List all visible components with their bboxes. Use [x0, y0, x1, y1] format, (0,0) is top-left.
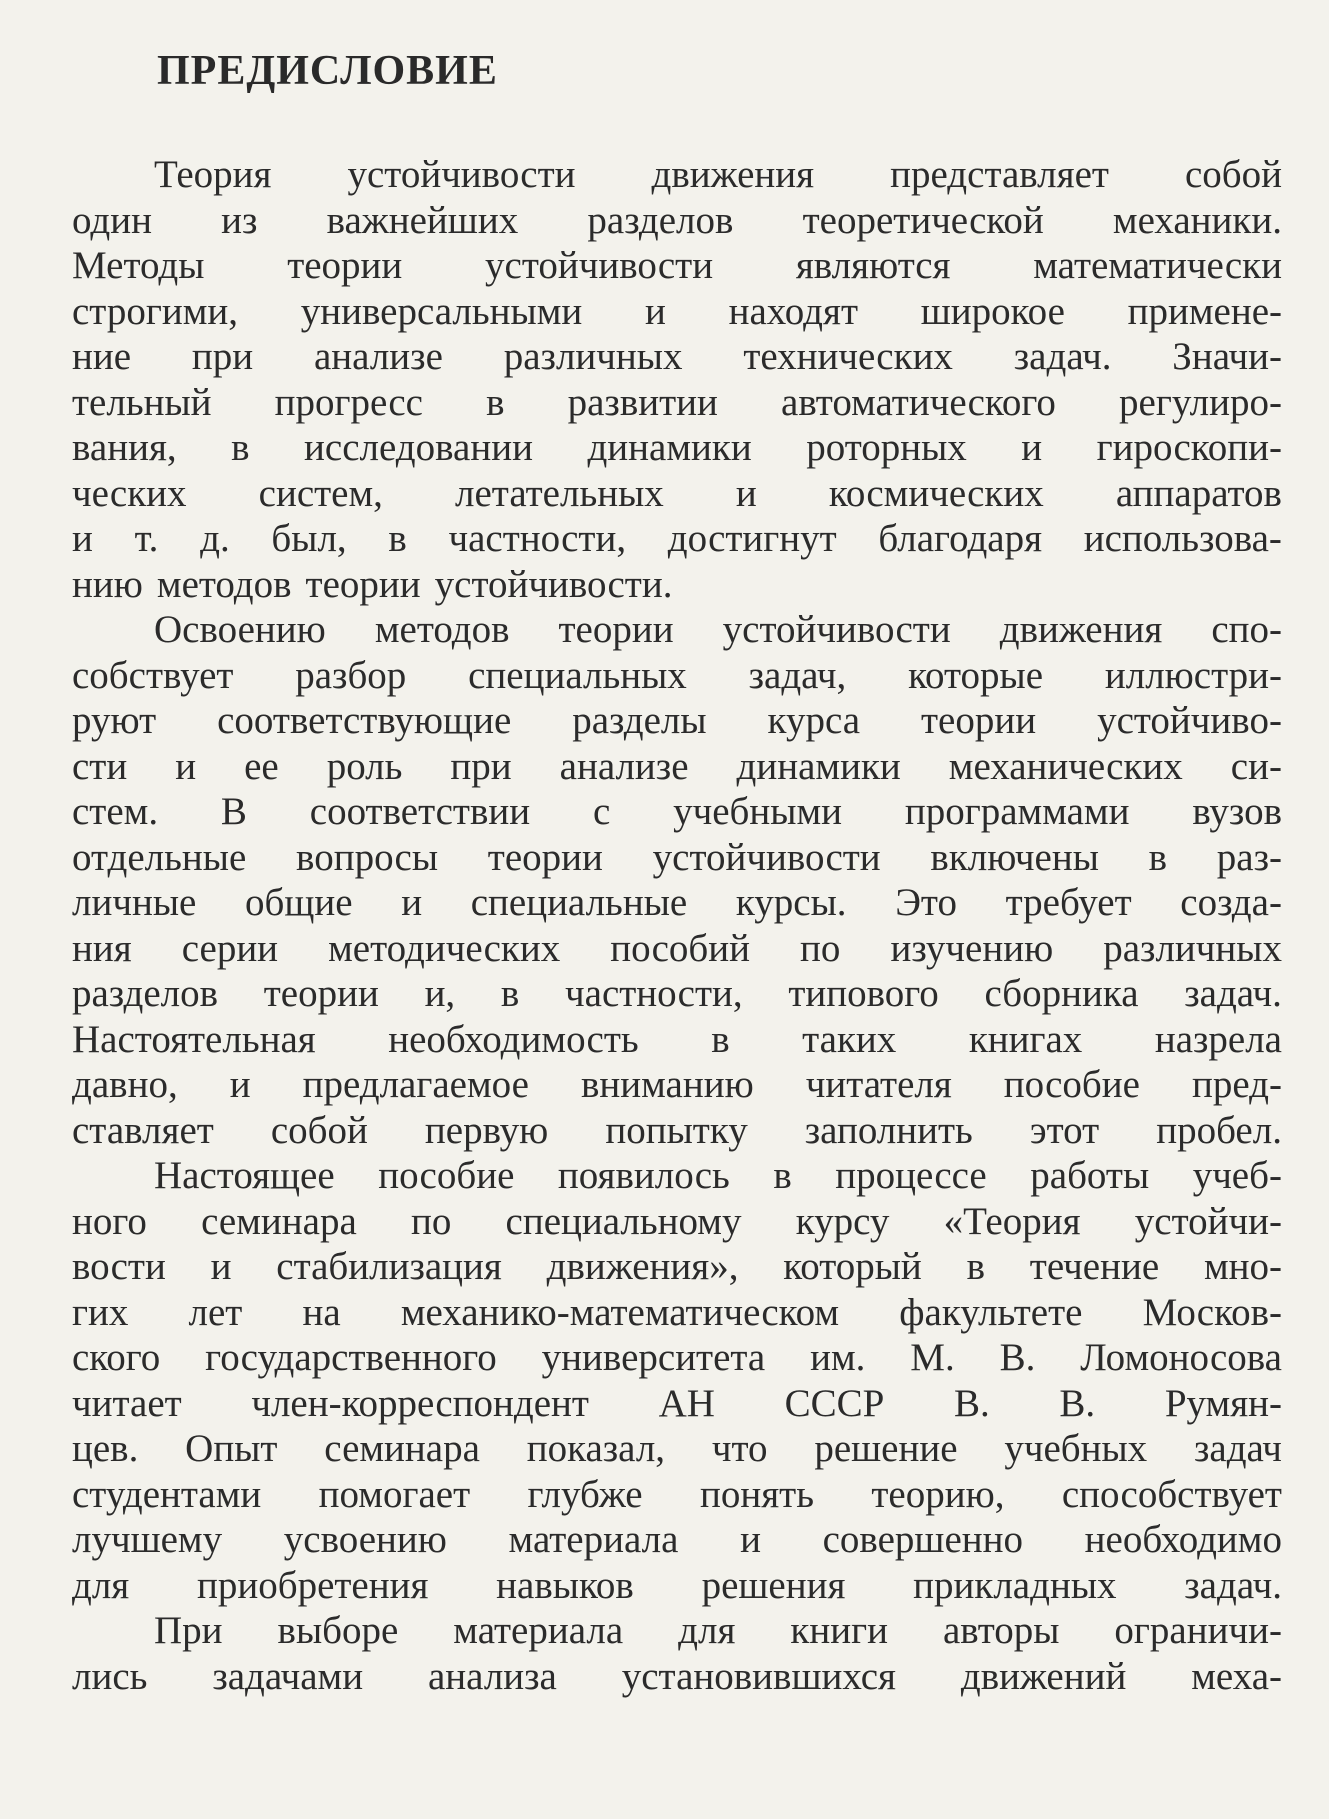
text-line: лучшему усвоению материала и совершенно необходимо [72, 1518, 1282, 1561]
text-line: для приобретения навыков решения прикладных задач. [72, 1563, 1282, 1607]
text-line: и т. д. был, в частности, достигнут благодаря использова- [72, 517, 1282, 560]
page-heading: ПРЕДИСЛОВИЕ [157, 48, 498, 94]
text-line: лись задачами анализа установившихся движений меха- [72, 1654, 1282, 1698]
text-line: цев. Опыт семинара показал, что решение учебных задач [72, 1427, 1282, 1470]
text-line: Освоению методов теории устойчивости движения спо- [154, 608, 1282, 651]
text-line: личные общие и специальные курсы. Это требует созда- [72, 881, 1282, 924]
text-line: вания, в исследовании динамики роторных и гироскопи- [72, 426, 1282, 469]
text-line: отдельные вопросы теории устойчивости включены в раз- [72, 835, 1282, 879]
text-line: вости и стабилизация движения», который в течение мно- [72, 1245, 1282, 1288]
text-line: руют соответствующие разделы курса теории устойчиво- [72, 699, 1282, 742]
text-line: При выборе материала для книги авторы ограничи- [154, 1609, 1282, 1652]
text-line: разделов теории и, в частности, типового сборника задач. [72, 972, 1282, 1015]
text-line: собствует разбор специальных задач, которые иллюстри- [72, 653, 1282, 697]
text-line: Настоятельная необходимость в таких книгах назрела [72, 1017, 1282, 1061]
text-line: строгими, универсальными и находят широкое примене- [72, 289, 1282, 333]
text-line: тельный прогресс в развитии автоматического регулиро- [72, 380, 1282, 424]
text-line: сти и ее роль при анализе динамики механических си- [72, 744, 1282, 788]
preface-text [72, 152, 1282, 1699]
text-line: Теория устойчивости движения представляет собой [154, 153, 1282, 196]
text-line: ние при анализе различных технических задач. Значи- [72, 335, 1282, 378]
text-line: студентами помогает глубже понять теорию, способствует [72, 1472, 1282, 1516]
text-line: ческих систем, летательных и космических аппаратов [72, 471, 1282, 515]
text-line: ния серии методических пособий по изучению различных [72, 926, 1282, 970]
text-line: стем. В соответствии с учебными программами вузов [72, 790, 1282, 833]
text-line: один из важнейших разделов теоретической механики. [72, 198, 1282, 242]
text-line: Настоящее пособие появилось в процессе работы учеб- [154, 1154, 1282, 1197]
text-line: гих лет на механико-математическом факультете Москов- [72, 1290, 1282, 1334]
text-line: ского государственного университета им. М. В. Ломоносова [72, 1336, 1282, 1379]
text-line: давно, и предлагаемое вниманию читателя пособие пред- [72, 1063, 1282, 1106]
text-line: ного семинара по специальному курсу «Теория устойчи- [72, 1199, 1282, 1243]
text-line: Методы теории устойчивости являются математически [72, 244, 1282, 287]
text-line: нию методов теории устойчивости. [72, 562, 673, 606]
text-line: ставляет собой первую попытку заполнить этот пробел. [72, 1108, 1282, 1152]
text-line: читает член-корреспондент АН СССР В. В. Румян- [72, 1381, 1282, 1425]
